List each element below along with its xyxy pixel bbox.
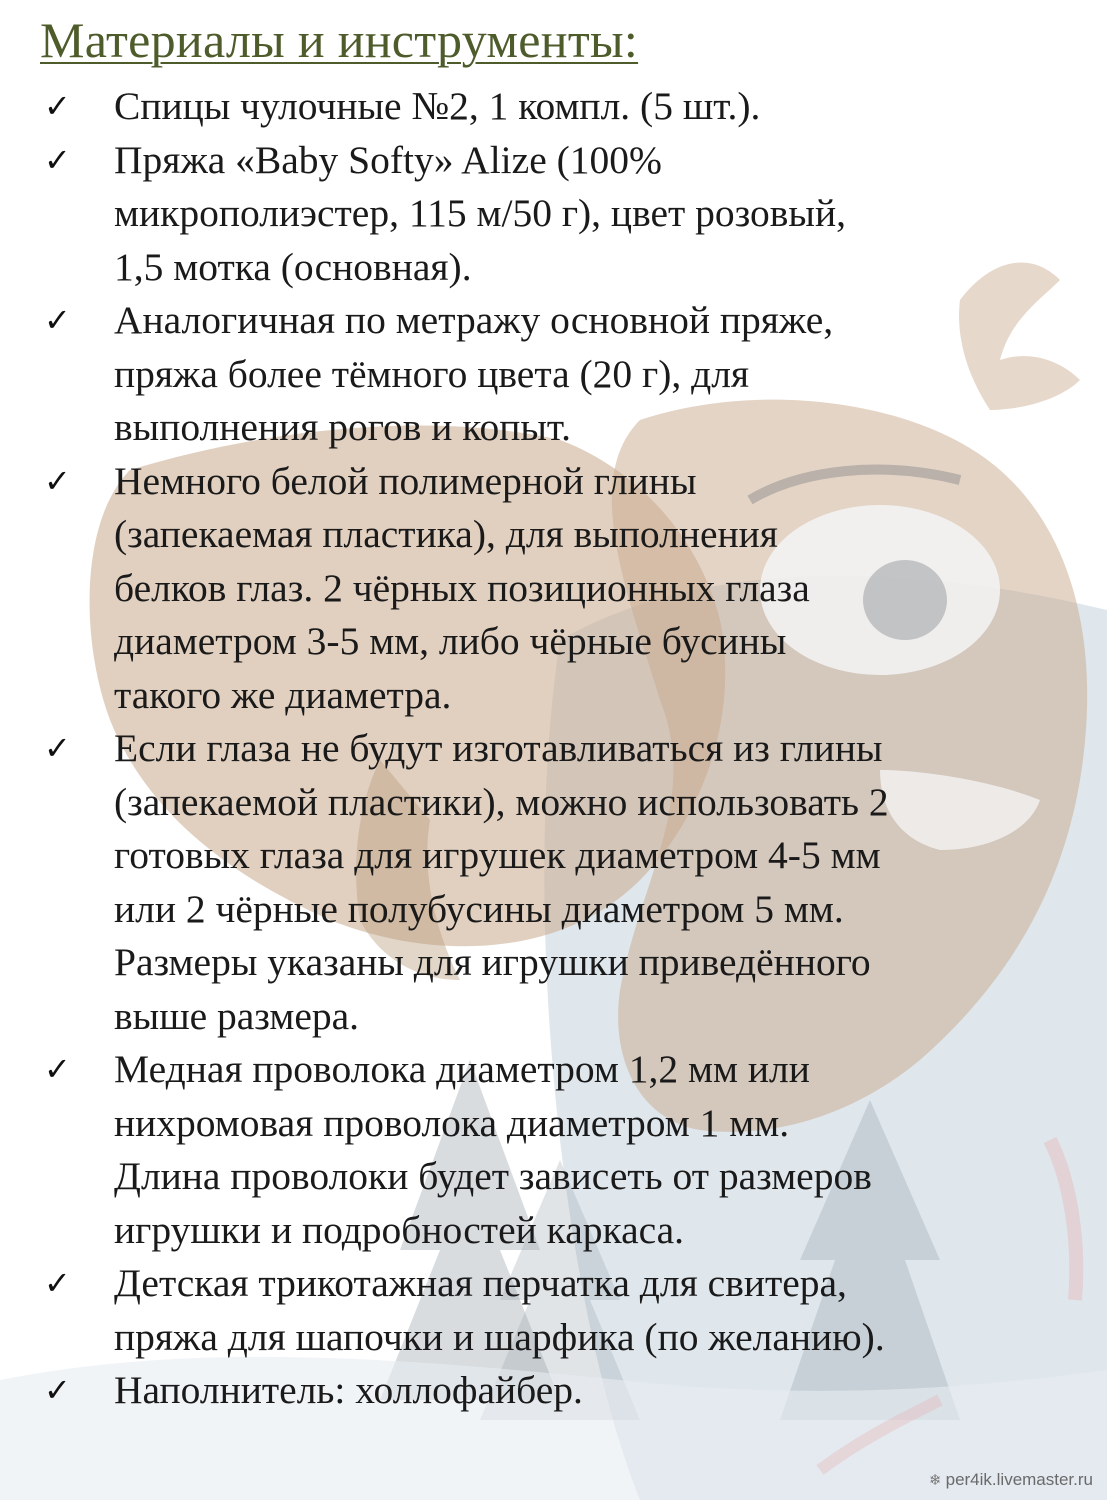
list-item-line: (запекаемой пластики), можно использовать 2 bbox=[114, 779, 889, 824]
materials-list bbox=[0, 80, 1107, 1418]
list-item-line: Пряжа «Baby Softy» Alize (100% bbox=[114, 137, 662, 182]
checkmark-icon: ✓ bbox=[44, 1050, 71, 1088]
list-item-line: Детская трикотажная перчатка для свитера, bbox=[114, 1261, 847, 1305]
list-item bbox=[0, 1043, 1107, 1257]
watermark bbox=[929, 1470, 1093, 1490]
list-item-line: микрополиэстер, 115 м/50 г), цвет розовый, bbox=[114, 191, 846, 235]
checkmark-icon: ✓ bbox=[44, 729, 71, 767]
list-item-line: Спицы чулочные №2, 1 компл. (5 шт.). bbox=[114, 84, 761, 128]
page-title: Материалы и инструменты: bbox=[40, 12, 639, 68]
list-item-line: Размеры указаны для игрушки приведённого bbox=[114, 940, 871, 984]
list-item-line: Медная проволока диаметром 1,2 мм или bbox=[114, 1047, 810, 1091]
checkmark-icon: ✓ bbox=[44, 301, 71, 339]
list-item-line: Аналогичная по метражу основной пряже, bbox=[114, 298, 834, 342]
list-item-line: 1,5 мотка (основная). bbox=[114, 244, 472, 289]
list-item bbox=[0, 294, 1107, 455]
list-item-line: выше размера. bbox=[114, 993, 360, 1038]
list-item-line: пряжа для шапочки и шарфика (по желанию). bbox=[114, 1314, 885, 1359]
list-item bbox=[0, 1364, 1107, 1418]
list-item-line: выполнения рогов и копыт. bbox=[114, 405, 572, 449]
list-item-line: диаметром 3-5 мм, либо чёрные бусины bbox=[114, 619, 787, 663]
watermark-text: per4ik.livemaster.ru bbox=[945, 1470, 1093, 1489]
list-item-line: (запекаемая пластика), для выполнения bbox=[114, 512, 778, 556]
list-item-line: нихромовая проволока диаметром 1 мм. bbox=[114, 1100, 790, 1145]
list-item-line: игрушки и подробностей каркаса. bbox=[114, 1207, 685, 1252]
list-item-line: белков глаз. 2 чёрных позиционных глаза bbox=[114, 565, 810, 610]
checkmark-icon: ✓ bbox=[44, 461, 71, 500]
checkmark-icon: ✓ bbox=[44, 1371, 71, 1409]
list-item bbox=[0, 1257, 1107, 1364]
list-item bbox=[0, 134, 1107, 295]
list-item-line: Наполнитель: холлофайбер. bbox=[114, 1368, 583, 1412]
list-item-line: или 2 чёрные полубусины диаметром 5 мм. bbox=[114, 886, 844, 931]
list-item-line: Длина проволоки будет зависеть от размеров bbox=[114, 1154, 872, 1198]
list-item-line: Немного белой полимерной глины bbox=[114, 458, 697, 503]
checkmark-icon: ✓ bbox=[44, 1264, 71, 1302]
list-item bbox=[0, 722, 1107, 1043]
list-item-line: Если глаза не будут изготавливаться из глины bbox=[114, 726, 883, 770]
list-item-line: такого же диаметра. bbox=[114, 672, 452, 717]
checkmark-icon: ✓ bbox=[44, 87, 71, 125]
list-item bbox=[0, 80, 1107, 134]
list-item-line: пряжа более тёмного цвета (20 г), для bbox=[114, 351, 750, 396]
checkmark-icon: ✓ bbox=[44, 140, 71, 179]
list-item-line: готовых глаза для игрушек диаметром 4-5 мм bbox=[114, 833, 881, 877]
list-item bbox=[0, 455, 1107, 723]
snowflake-icon: ❄ bbox=[929, 1472, 942, 1489]
